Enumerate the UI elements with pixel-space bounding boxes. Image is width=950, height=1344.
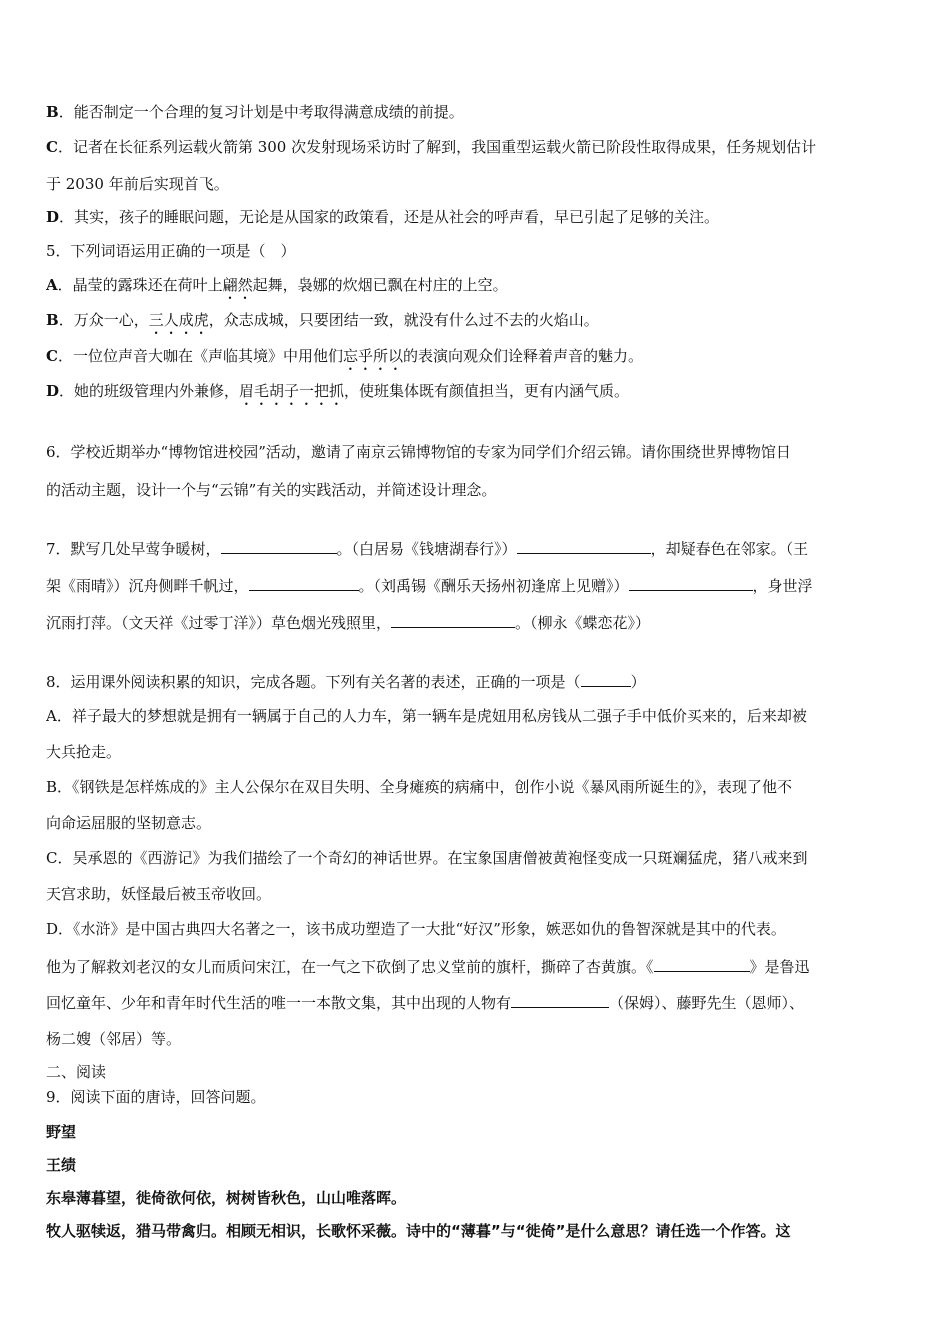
q7-text: 架《雨晴》）沉舟侧畔千帆过，: [46, 577, 249, 595]
q6-line-2: 的活动主题，设计一个与“云锦”有关的实践活动，并简述设计理念。: [46, 481, 497, 499]
q7-text: 。（白居易《钱塘湖春行》）: [336, 540, 517, 558]
option-text: ．她的班级管理内外兼修，: [59, 382, 240, 400]
option-text: ．其实，孩子的睡眠问题，无论是从国家的政策看，还是从社会的呼声看，早已引起了足够的关注。: [59, 208, 720, 226]
q7-text: 沉雨打萍。（文天祥《过零丁洋》）草色烟光残照里，: [46, 614, 392, 632]
option-text: ．万众一心，: [58, 311, 149, 329]
q8-text: 他为了解救刘老汉的女儿而质问宋江，在一气之下砍倒了忠义堂前的旗杆，撕碎了杏黄旗。《: [46, 958, 654, 976]
poem-line-2: 牧人驱犊返，猎马带禽归。相顾无相识，长歌怀采薇。诗中的“薄暮”与“徙倚”是什么意思？请任选一个作答。这: [46, 1222, 791, 1240]
section-heading: 二、阅读: [46, 1063, 107, 1081]
q8-text: ）: [630, 673, 646, 691]
q5-option-c: [46, 346, 904, 374]
q8-option-a-cont: 大兵抢走。: [46, 743, 122, 761]
q8-option-d-cont2: [46, 992, 904, 1013]
answer-blank[interactable]: [629, 575, 753, 591]
option-label: C: [46, 138, 58, 156]
answer-blank[interactable]: [654, 956, 750, 972]
answer-blank[interactable]: [581, 671, 631, 687]
answer-blank[interactable]: [221, 538, 337, 554]
poem-author: 王绩: [46, 1156, 77, 1174]
q7-text: 7．默写几处早莺争暖树，: [46, 540, 221, 558]
dotted-word: 眉毛胡子一把抓: [239, 382, 345, 400]
option-text: 的表演向观众们诠释着声音的魅力。: [402, 347, 643, 365]
q8-stem: [46, 671, 904, 692]
q4-option-d: [46, 207, 904, 227]
answer-blank[interactable]: [517, 538, 651, 554]
q7-text: ，身世浮: [752, 577, 813, 595]
dotted-word: 翩然: [222, 276, 253, 294]
q5-option-b: [46, 310, 904, 338]
dotted-word: 忘乎所以: [342, 347, 403, 365]
q8-option-b: B．《钢铁是怎样炼成的》主人公保尔在双目失明、全身瘫痪的病痛中，创作小说《暴风雨所诞生的》，表现了他不: [46, 778, 793, 796]
q8-text: （保姆）、藤野先生（恩师）、: [609, 994, 805, 1012]
option-text: ．一位位声音大咖在《声临其境》中用他们: [57, 347, 343, 365]
q8-option-b-cont: 向命运屈服的坚韧意志。: [46, 814, 212, 832]
option-text: ．能否制定一个合理的复习计划是中考取得满意成绩的前提。: [58, 103, 464, 121]
option-text: 于 2030 年前后实现首飞。: [46, 175, 229, 193]
option-label: A: [46, 276, 58, 294]
q8-text: 8．运用课外阅读积累的知识，完成各题。下列有关名著的表述，正确的一项是（: [46, 673, 581, 691]
poem-line-1: 东皋薄暮望，徙倚欲何依，树树皆秋色，山山唯落晖。: [46, 1189, 407, 1207]
q5-stem: 5．下列词语运用正确的一项是（ ）: [46, 242, 296, 260]
q6-line-1: 6．学校近期举办“博物馆进校园”活动，邀请了南京云锦博物馆的专家为同学们介绍云锦。请你围绕世界博物馆日: [46, 443, 791, 461]
q8-text: 》是鲁迅: [749, 958, 810, 976]
q8-option-c-cont: 天宫求助，妖怪最后被玉帝收回。: [46, 885, 272, 903]
q7-line-3: [46, 612, 904, 633]
option-label: D: [46, 208, 60, 226]
answer-blank[interactable]: [511, 992, 609, 1008]
q7-line-2: [46, 575, 904, 596]
q8-text: 回忆童年、少年和青年时代生活的唯一一本散文集，其中出现的人物有: [46, 994, 512, 1012]
answer-blank[interactable]: [391, 612, 515, 628]
option-text: ．晶莹的露珠还在荷叶上: [57, 276, 223, 294]
q4-option-b: [46, 102, 904, 122]
q7-text: ，却疑春色在邻家。（王: [650, 540, 809, 558]
q7-line-1: [46, 538, 904, 559]
option-text: 起舞，袅娜的炊烟已飘在村庄的上空。: [252, 276, 508, 294]
option-label: B: [46, 103, 59, 121]
q5-option-a: [46, 275, 904, 303]
option-text: ，使班集体既有颜值担当，更有内涵气质。: [344, 382, 630, 400]
answer-blank[interactable]: [249, 575, 359, 591]
option-label: B: [46, 311, 59, 329]
q8-option-c: C．吴承恩的《西游记》为我们描绘了一个奇幻的神话世界。在宝象国唐僧被黄袍怪变成一只斑斓猛虎，猪八戒来到: [46, 849, 808, 867]
q7-text: 。（刘禹锡《酬乐天扬州初逢席上见赠》）: [358, 577, 629, 595]
q8-option-d-cont3: 杨二嫂（邻居）等。: [46, 1030, 182, 1048]
q4-option-c-cont: [46, 174, 904, 194]
q8-option-a: A．祥子最大的梦想就是拥有一辆属于自己的人力车，第一辆车是虎妞用私房钱从二强子手中低价买来的，后来却被: [46, 707, 807, 725]
option-text: ．记者在长征系列运载火箭第 300 次发射现场采访时了解到，我国重型运载火箭已阶段性取得成果，任务规划估计: [57, 138, 817, 156]
q8-option-d: D．《水浒》是中国古典四大名著之一，该书成功塑造了一大批“好汉”形象，嫉恶如仇的鲁智深就是其中的代表。: [46, 920, 786, 938]
option-label: D: [46, 382, 60, 400]
q8-option-d-cont: [46, 956, 904, 977]
q4-option-c: [46, 137, 904, 157]
q9-stem: 9．阅读下面的唐诗，回答问题。: [46, 1088, 266, 1106]
q5-option-d: [46, 381, 904, 409]
poem-title: 野望: [46, 1123, 77, 1141]
option-label: C: [46, 347, 58, 365]
q7-text: 。（柳永《蝶恋花》）: [515, 614, 651, 632]
dotted-word: 三人成虎: [148, 311, 209, 329]
option-text: ，众志成城，只要团结一致，就没有什么过不去的火焰山。: [208, 311, 599, 329]
